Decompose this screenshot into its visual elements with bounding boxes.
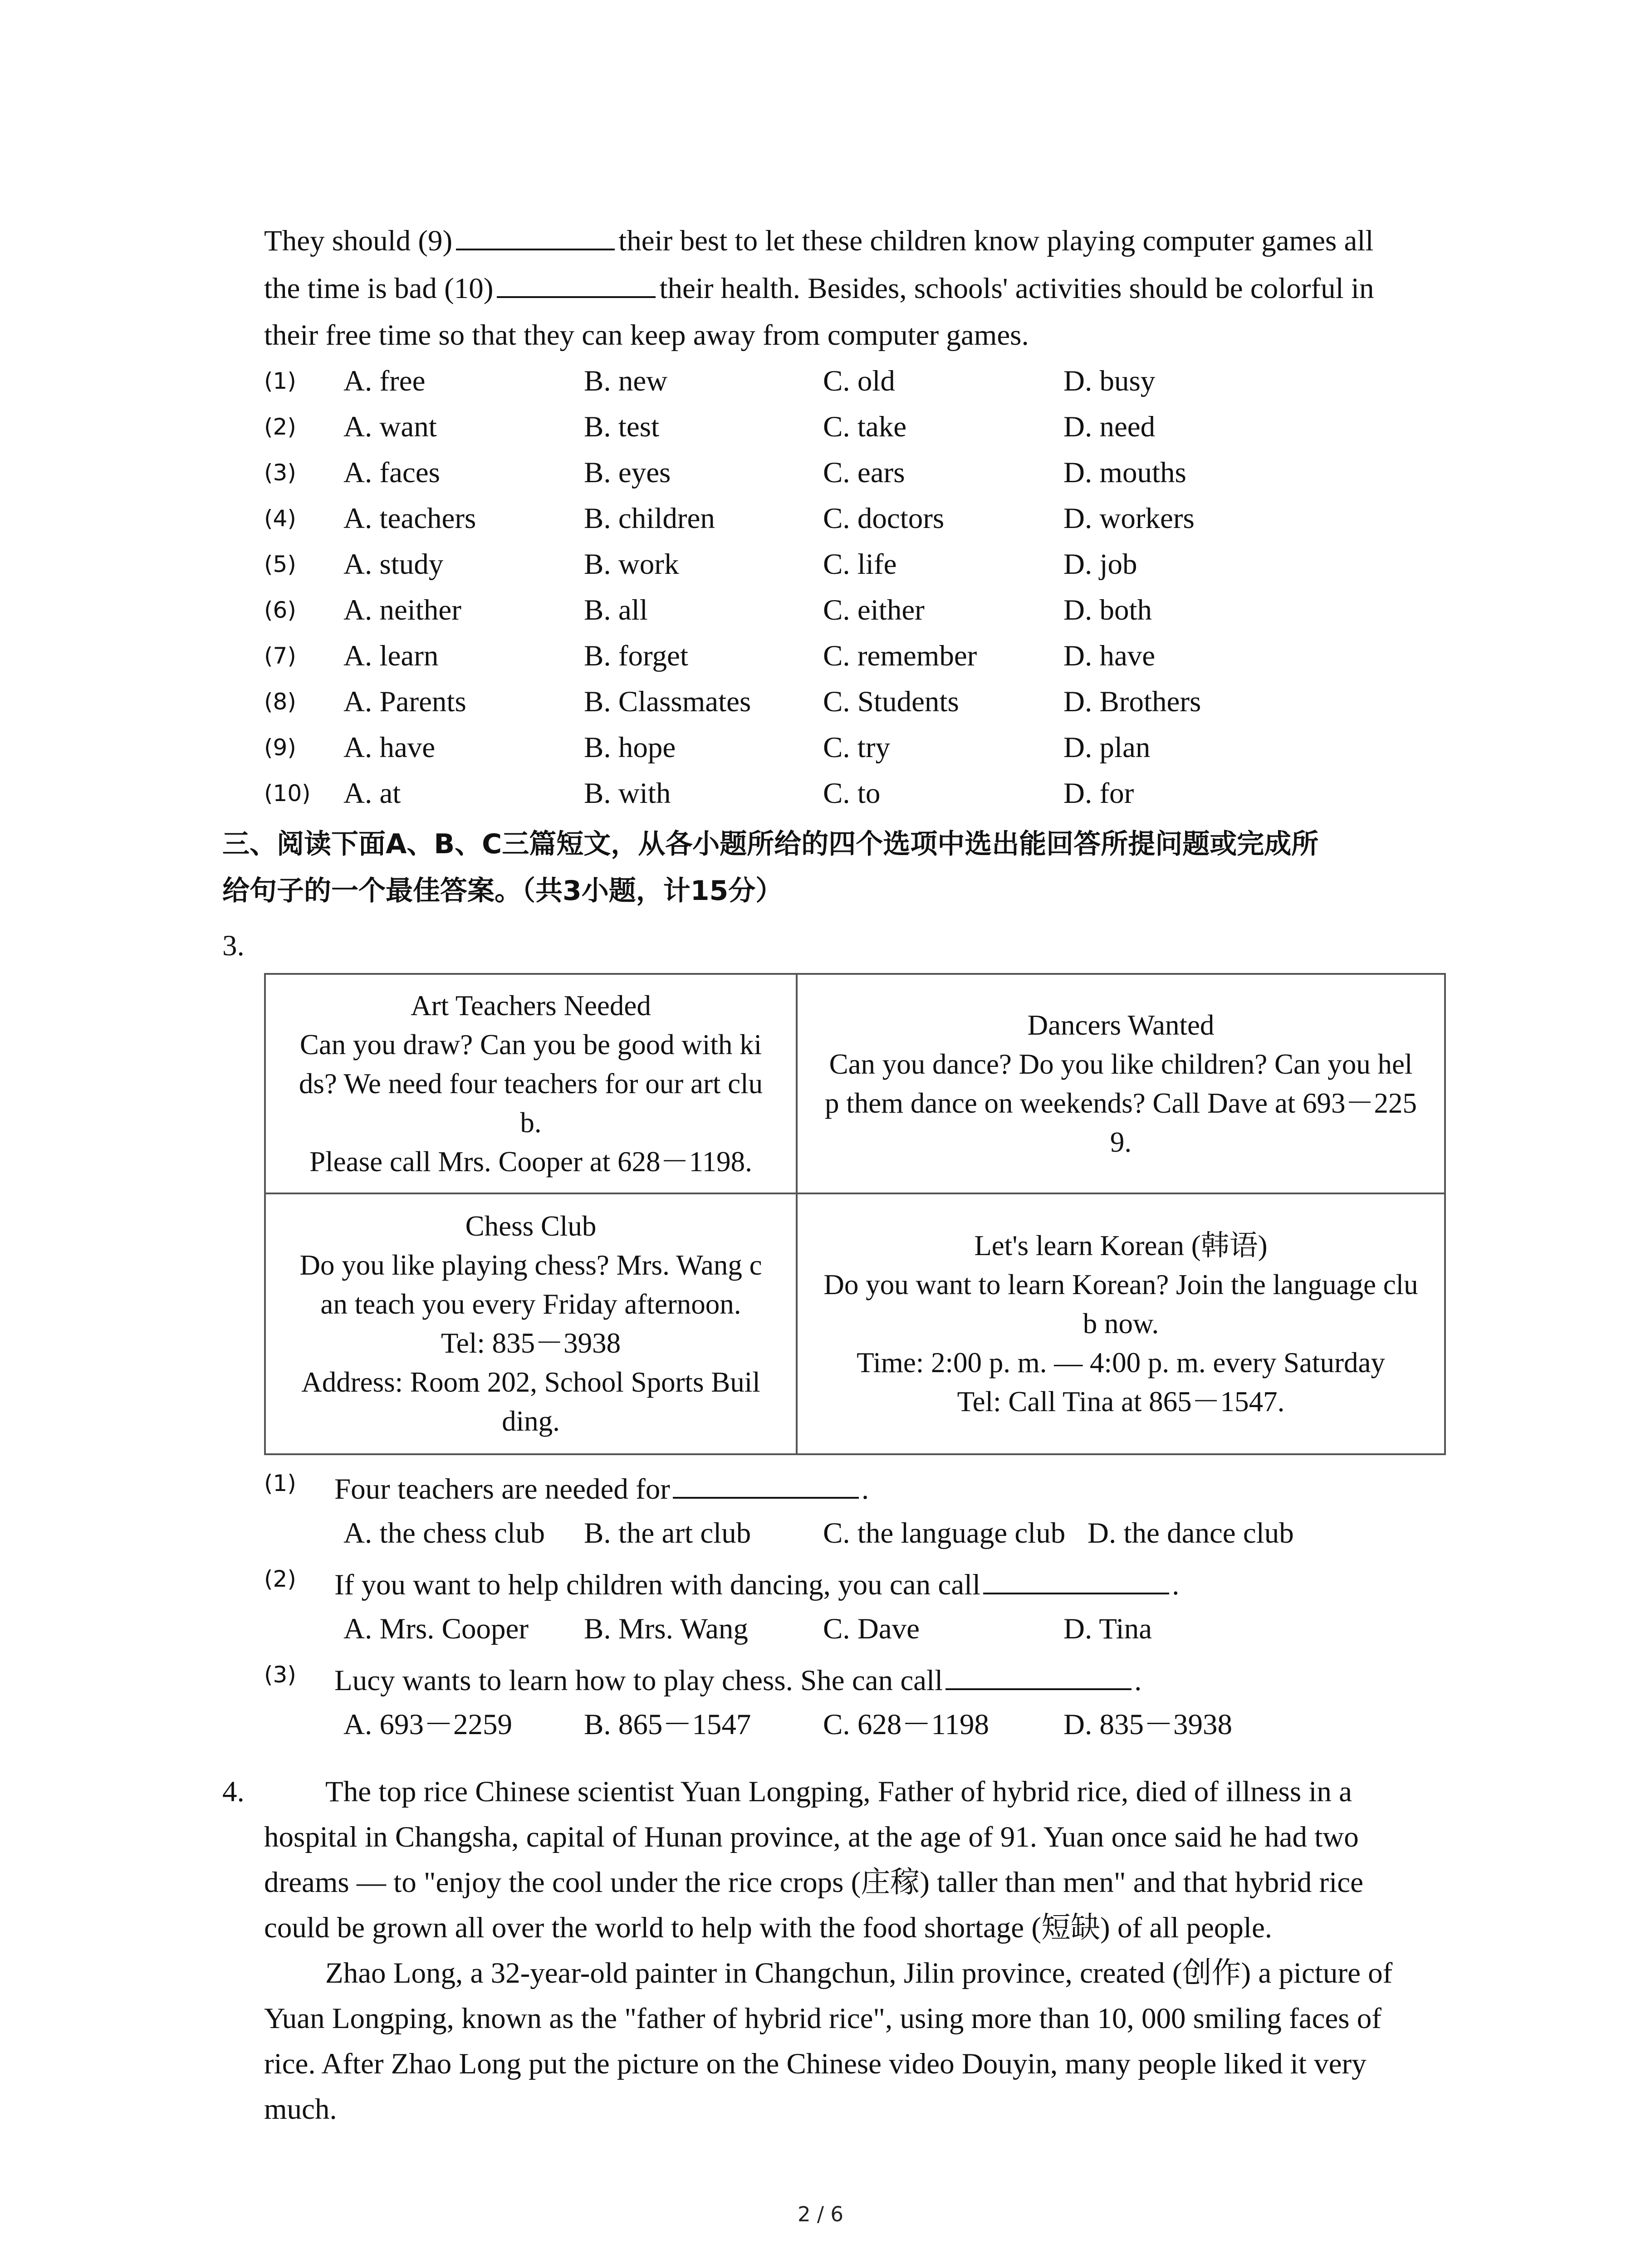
option-b: B. hope xyxy=(584,731,676,764)
choice-c: C. 628－1198 xyxy=(823,1708,989,1741)
option-row xyxy=(264,496,1444,542)
option-row xyxy=(264,725,1444,771)
option-number: (4) xyxy=(264,505,296,532)
option-d: D. job xyxy=(1063,548,1137,581)
passage-line: Yuan Longping, known as the "father of hybrid rice", using more than 10, 000 smiling faces of xyxy=(264,2002,1381,2035)
option-a: A. want xyxy=(343,411,437,443)
option-d: D. both xyxy=(1063,594,1152,626)
choice-a: A. 693－2259 xyxy=(343,1708,512,1741)
ad-korean xyxy=(797,1193,1445,1454)
option-d: D. for xyxy=(1063,777,1134,810)
ad-line: Do you like playing chess? Mrs. Wang c xyxy=(299,1249,762,1281)
cloze-line-3: their free time so that they can keep away from computer games. xyxy=(264,319,1029,352)
option-row xyxy=(264,358,1444,404)
option-a: A. Parents xyxy=(343,685,466,718)
option-d: D. mouths xyxy=(1063,456,1186,489)
question-stem: Lucy wants to learn how to play chess. She can call . xyxy=(334,1657,1141,1703)
option-b: B. children xyxy=(584,502,715,535)
option-number: (8) xyxy=(264,689,296,715)
option-b: B. all xyxy=(584,594,648,626)
option-a: A. have xyxy=(343,731,436,764)
ad-line: Time: 2:00 p. m. — 4:00 p. m. every Saturday xyxy=(857,1347,1385,1379)
option-row xyxy=(264,771,1444,816)
option-c: C. take xyxy=(823,411,907,443)
option-c: C. either xyxy=(823,594,925,626)
ad-art-teachers xyxy=(265,974,797,1193)
option-b: B. eyes xyxy=(584,456,671,489)
choice-d: D. 835－3938 xyxy=(1063,1708,1232,1741)
ad-line: Tel: Call Tina at 865－1547. xyxy=(957,1386,1285,1418)
passage-line: could be grown all over the world to help with the food shortage (短缺) of all people. xyxy=(264,1911,1273,1944)
passage-line: Zhao Long, a 32-year-old painter in Changchun, Jilin province, created (创作) a picture of xyxy=(325,1957,1393,1989)
ad-line: b. xyxy=(520,1106,542,1139)
option-d: D. plan xyxy=(1063,731,1151,764)
passage-line: The top rice Chinese scientist Yuan Longping, Father of hybrid rice, died of illness in a xyxy=(325,1775,1352,1808)
ad-line: Please call Mrs. Cooper at 628－1198. xyxy=(309,1145,752,1178)
reading-passage xyxy=(264,1769,1430,2132)
cloze-options xyxy=(264,358,1444,816)
sub-question xyxy=(264,1465,1466,1556)
option-row xyxy=(264,404,1444,450)
option-number: (3) xyxy=(264,459,296,486)
option-c: C. old xyxy=(823,365,895,397)
ad-line: Tel: 835－3938 xyxy=(441,1327,621,1359)
option-a: A. study xyxy=(343,548,444,581)
option-c: C. remember xyxy=(823,640,977,672)
option-b: B. test xyxy=(584,411,660,443)
page-number: 2 / 6 xyxy=(797,2202,844,2226)
ads-table xyxy=(264,973,1446,1455)
option-row xyxy=(264,679,1444,725)
option-a: A. neither xyxy=(343,594,461,626)
option-row xyxy=(264,450,1444,496)
choice-b: B. the art club xyxy=(584,1517,751,1549)
option-number: (5) xyxy=(264,551,296,577)
choice-b: B. Mrs. Wang xyxy=(584,1613,748,1645)
question-stem: Four teachers are needed for . xyxy=(334,1465,869,1512)
choice-a: A. the chess club xyxy=(343,1517,545,1549)
option-c: C. to xyxy=(823,777,881,810)
option-c: C. ears xyxy=(823,456,905,489)
option-b: B. new xyxy=(584,365,668,397)
ad-line: p them dance on weekends? Call Dave at 693－225 xyxy=(824,1087,1417,1119)
option-a: A. at xyxy=(343,777,401,810)
option-c: C. doctors xyxy=(823,502,945,535)
option-row xyxy=(264,633,1444,679)
ad-chess-club xyxy=(265,1193,797,1454)
cloze-line-1: They should (9) their best to let these children know playing computer games all xyxy=(264,225,1373,257)
passage-line: hospital in Changsha, capital of Hunan province, at the age of 91. Yuan once said he had two xyxy=(264,1821,1359,1853)
passage-line: dreams — to "enjoy the cool under the rice crops (庄稼) taller than men" and that hybrid rice xyxy=(264,1866,1363,1899)
choice-a: A. Mrs. Cooper xyxy=(343,1613,529,1645)
ad-line: b now. xyxy=(1083,1308,1159,1340)
choice-b: B. 865－1547 xyxy=(584,1708,751,1741)
option-number: (2) xyxy=(264,414,296,440)
option-row xyxy=(264,587,1444,633)
ad-line: Do you want to learn Korean? Join the language clu xyxy=(823,1269,1418,1301)
ad-title: Let's learn Korean (韩语) xyxy=(974,1230,1268,1262)
option-c: C. Students xyxy=(823,685,959,718)
cloze-line-2: the time is bad (10) their health. Besides, schools' activities should be colorful in xyxy=(264,272,1374,305)
ad-title: Chess Club xyxy=(465,1210,597,1242)
passage-line: rice. After Zhao Long put the picture on the Chinese video Douyin, many people liked it very xyxy=(264,2048,1367,2080)
option-b: B. forget xyxy=(584,640,688,672)
question-number: 4. xyxy=(222,1775,245,1808)
option-d: D. have xyxy=(1063,640,1156,672)
blank-9 xyxy=(456,217,615,250)
ad-line: Can you draw? Can you be good with ki xyxy=(299,1028,762,1061)
sub-question-number: (1) xyxy=(264,1470,296,1496)
option-b: B. work xyxy=(584,548,679,581)
ad-line: Can you dance? Do you like children? Can you hel xyxy=(829,1048,1413,1080)
ad-line: ding. xyxy=(502,1405,560,1437)
sub-question xyxy=(264,1657,1466,1747)
ad-line: Address: Room 202, School Sports Buil xyxy=(301,1366,760,1398)
ad-line: an teach you every Friday afternoon. xyxy=(320,1288,741,1320)
cloze-passage xyxy=(264,217,1421,359)
option-number: (6) xyxy=(264,597,296,623)
answer-blank xyxy=(945,1657,1132,1690)
choice-c: C. Dave xyxy=(823,1613,920,1645)
option-a: A. free xyxy=(343,365,426,397)
passage-line: much. xyxy=(264,2093,337,2126)
sub-question-number: (2) xyxy=(264,1566,296,1592)
ad-line: ds? We need four teachers for our art clu xyxy=(299,1067,763,1100)
section-heading-line-1: 三、阅读下面A、B、C三篇短文，从各小题所给的四个选项中选出能回答所提问题或完成所 xyxy=(222,828,1319,860)
blank-10 xyxy=(497,264,656,298)
option-c: C. life xyxy=(823,548,897,581)
option-c: C. try xyxy=(823,731,891,764)
option-d: D. workers xyxy=(1063,502,1195,535)
ad-title: Dancers Wanted xyxy=(1027,1009,1215,1041)
ad-title: Art Teachers Needed xyxy=(411,989,651,1022)
choice-d: D. Tina xyxy=(1063,1613,1152,1645)
option-d: D. busy xyxy=(1063,365,1156,397)
sub-question xyxy=(264,1561,1466,1652)
section-heading xyxy=(222,821,1447,914)
choice-d: D. the dance club xyxy=(1087,1517,1294,1549)
option-b: B. Classmates xyxy=(584,685,751,718)
ad-line: 9. xyxy=(1110,1126,1132,1158)
question-number: 3. xyxy=(222,929,245,962)
option-a: A. teachers xyxy=(343,502,476,535)
option-row xyxy=(264,542,1444,587)
option-number: (1) xyxy=(264,368,296,394)
question-stem: If you want to help children with dancing, you can call . xyxy=(334,1561,1179,1608)
answer-blank xyxy=(673,1465,859,1499)
option-number: (7) xyxy=(264,643,296,669)
section-heading-line-2: 给句子的一个最佳答案。（共3小题，计15分） xyxy=(222,875,783,907)
ad-dancers xyxy=(797,974,1445,1193)
choice-c: C. the language club xyxy=(823,1517,1066,1549)
option-d: D. need xyxy=(1063,411,1156,443)
option-number: (10) xyxy=(264,780,311,807)
option-a: A. faces xyxy=(343,456,440,489)
answer-blank xyxy=(983,1561,1169,1594)
option-a: A. learn xyxy=(343,640,439,672)
option-d: D. Brothers xyxy=(1063,685,1201,718)
sub-question-number: (3) xyxy=(264,1662,296,1688)
option-number: (9) xyxy=(264,734,296,761)
option-b: B. with xyxy=(584,777,671,810)
